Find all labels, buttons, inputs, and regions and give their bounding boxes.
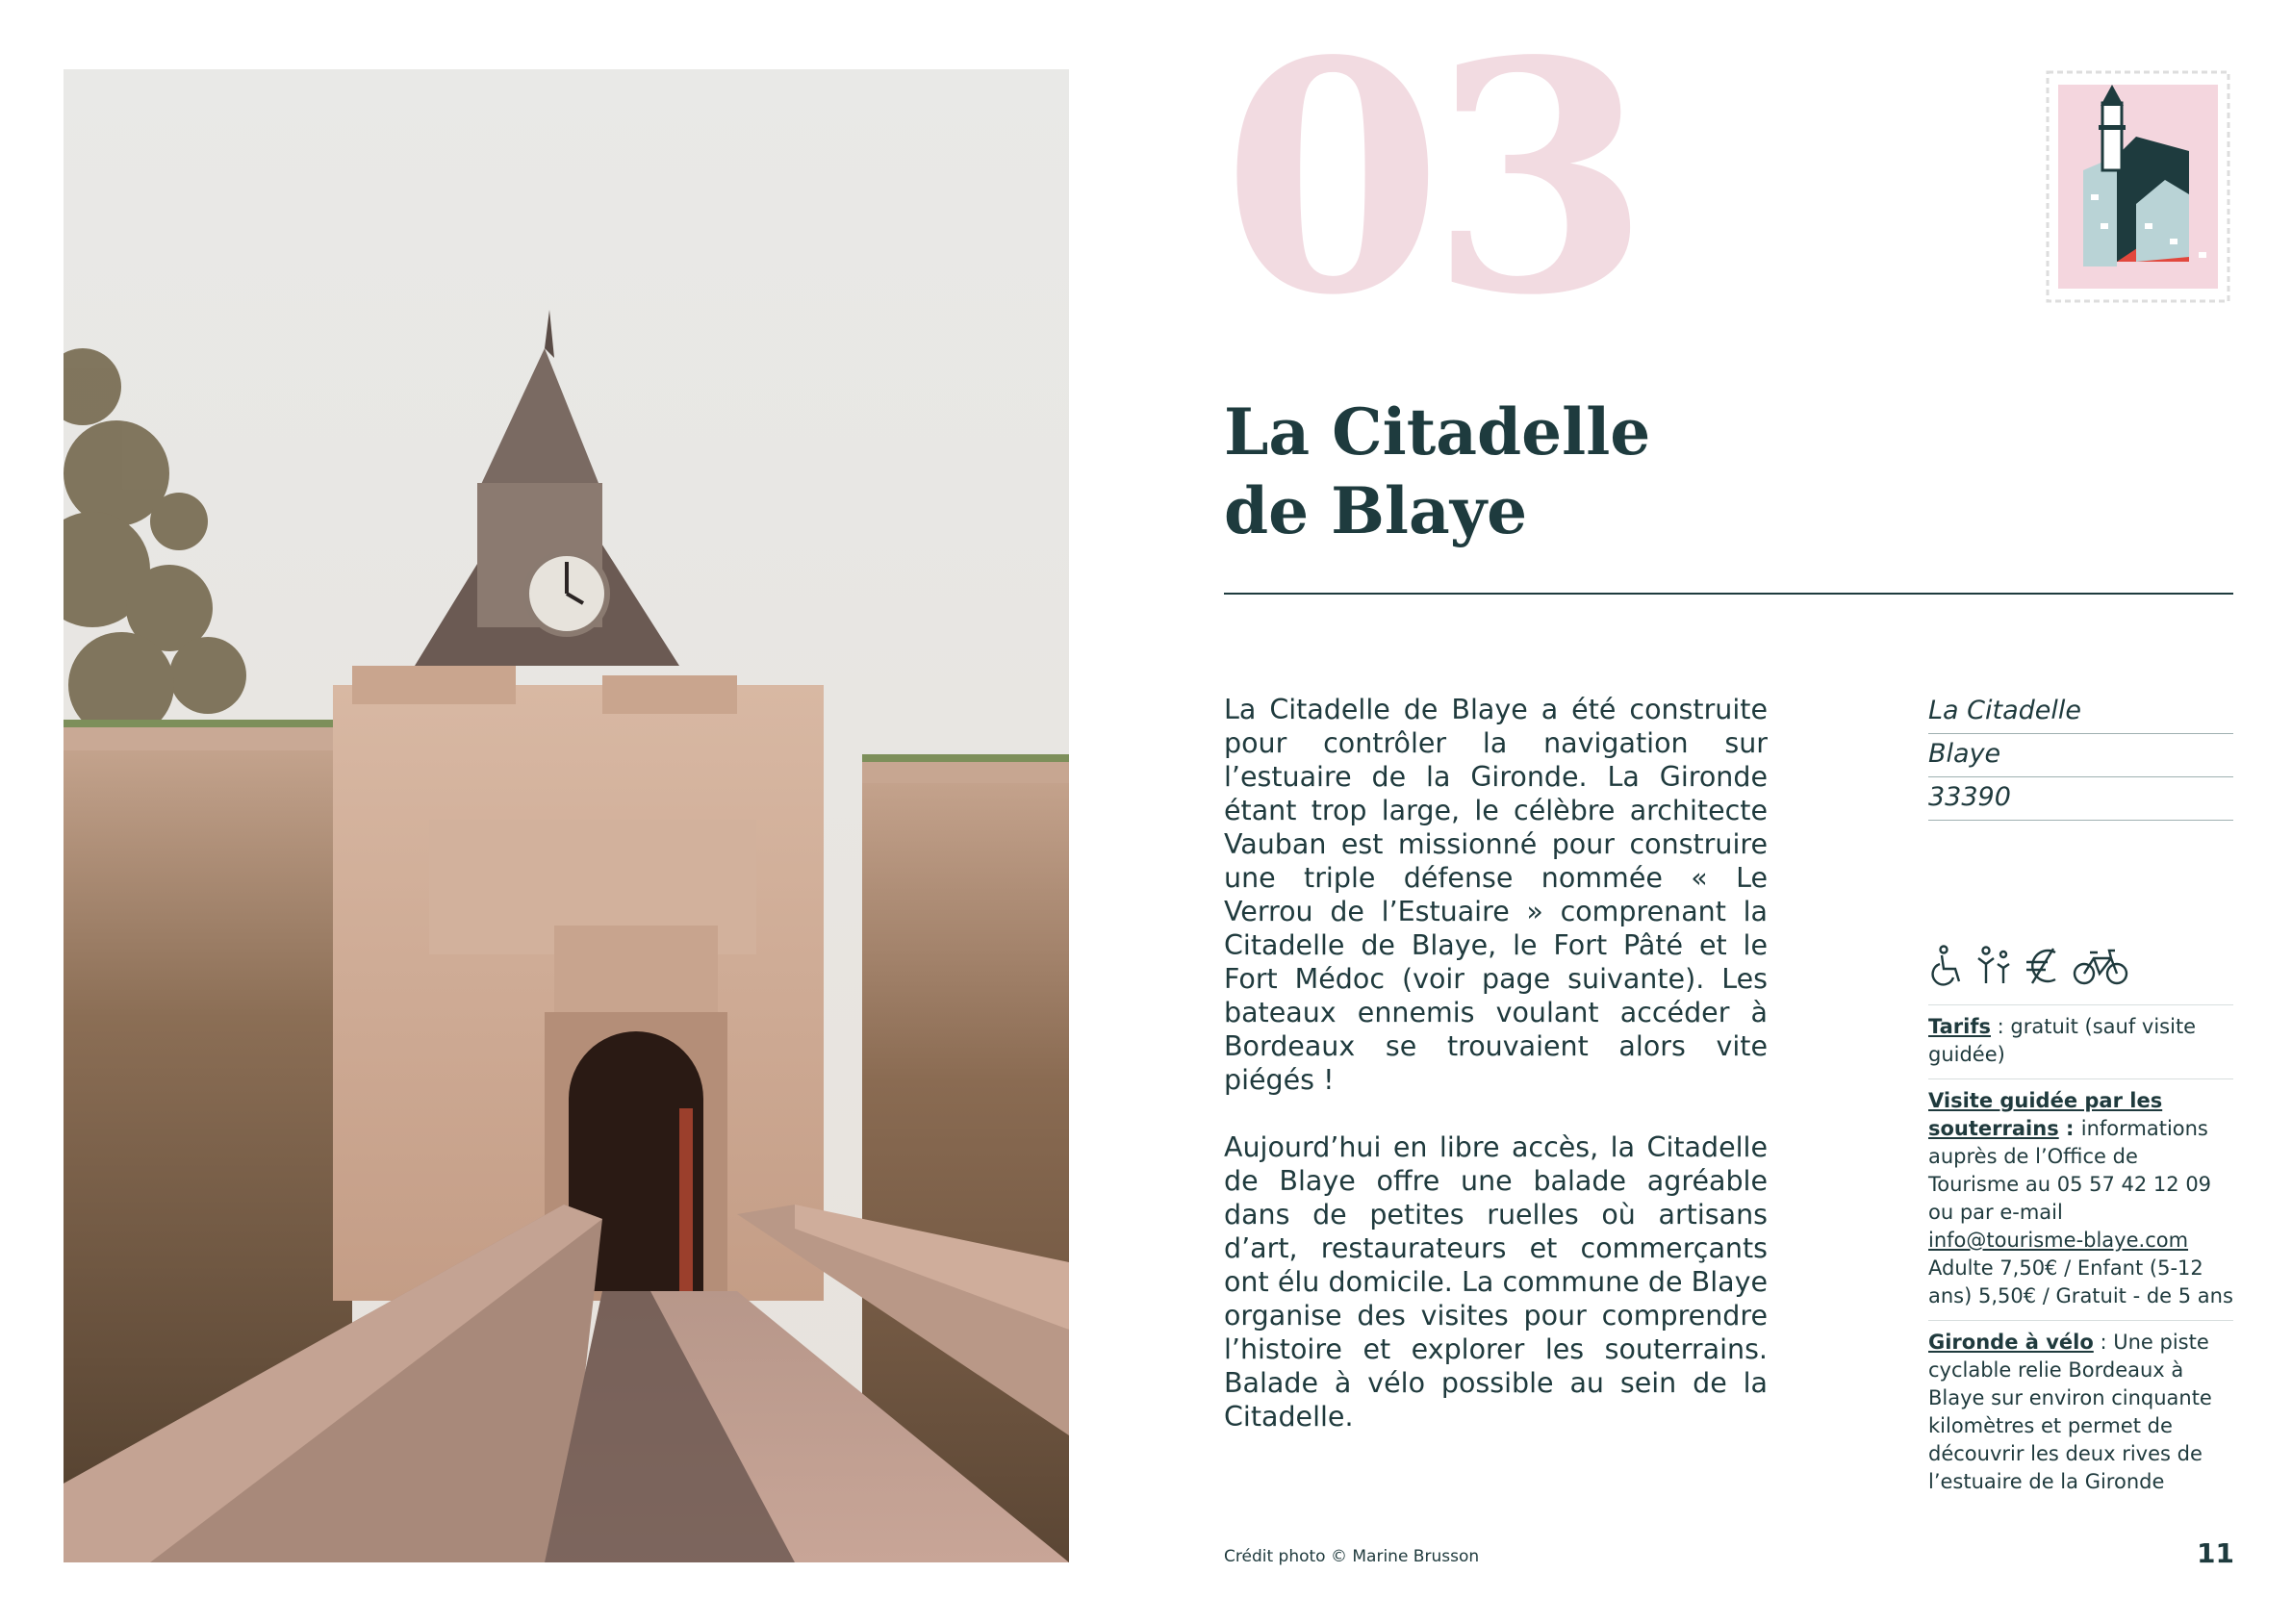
visite-prices: Adulte 7,50€ / Enfant (5-12 ans) 5,50€ / Gratuit - de 5 ans: [1928, 1256, 2233, 1307]
bicycle-icon: [2073, 945, 2128, 987]
stamp-illustration: [2045, 69, 2231, 304]
address-city: Blaye: [1928, 734, 2233, 777]
velo-label: Gironde à vélo: [1928, 1331, 2094, 1354]
practical-info: [1928, 1004, 2233, 1506]
page-title: [1224, 393, 1650, 550]
visite-label: Visite guidée par les souterrains: [1928, 1089, 2163, 1140]
visite-separator: :: [2058, 1117, 2081, 1140]
info-tarifs: [1928, 1004, 2233, 1078]
address-postcode: 33390: [1928, 777, 2233, 821]
velo-text: : Une piste cyclable relie Bordeaux à Blaye sur environ cinquante kilomètres et permet de découvrir les deux rives de l’estuaire de la Gironde: [1928, 1331, 2212, 1493]
title-line-2: de Blaye: [1224, 473, 1528, 548]
visite-text: informations auprès de l’Office de Tourisme au 05 57 42 12 09 ou par e-mail: [1928, 1117, 2212, 1224]
amenity-icons: [1928, 943, 2233, 989]
body-text: [1224, 693, 1768, 1467]
wheelchair-icon: [1928, 945, 1963, 987]
body-paragraph-1: La Citadelle de Blaye a été construite pour contrôler la navigation sur l’estuaire de la Gironde. La Gironde étant trop large, le célèbre architecte Vauban est missionné pour construire une triple défense nommée « Le Verrou de l’Estuaire » comprenant la Citadelle de Blaye, le Fort Pâté et le Fort Médoc (voir page suivante). Les bateaux ennemis voulant accéder à Bordeaux se trouvaient alors vite piégés !: [1224, 694, 1768, 1096]
info-visite: [1928, 1078, 2233, 1320]
tarifs-text: : gratuit (sauf visite guidée): [1928, 1015, 2197, 1066]
visite-email-link[interactable]: info@tourisme-blaye.com: [1928, 1229, 2189, 1252]
address-name: La Citadelle: [1928, 691, 2233, 734]
address-block: [1928, 691, 2233, 821]
citadel-photo: [64, 69, 1069, 1562]
title-divider: [1224, 593, 2233, 595]
page-number: 11: [2197, 1537, 2234, 1569]
euro-icon: [2025, 945, 2061, 987]
body-paragraph-2: Aujourd’hui en libre accès, la Citadelle de Blaye offre une balade agréable dans de petites ruelles où artisans d’art, restaurateurs et commerçants ont élu domicile. La commune de Blaye organise des visites pour comprendre l’histoire et explorer les souterrains. Balade à vélo possible au sein de la Citadelle.: [1224, 1131, 1768, 1433]
title-line-1: La Citadelle: [1224, 394, 1651, 469]
info-velo: [1928, 1320, 2233, 1506]
family-icon: [1974, 945, 2013, 987]
photo-credit: Crédit photo © Marine Brusson: [1224, 1547, 1480, 1566]
tarifs-label: Tarifs: [1928, 1015, 1991, 1038]
chapter-number: 03: [1222, 0, 1638, 365]
